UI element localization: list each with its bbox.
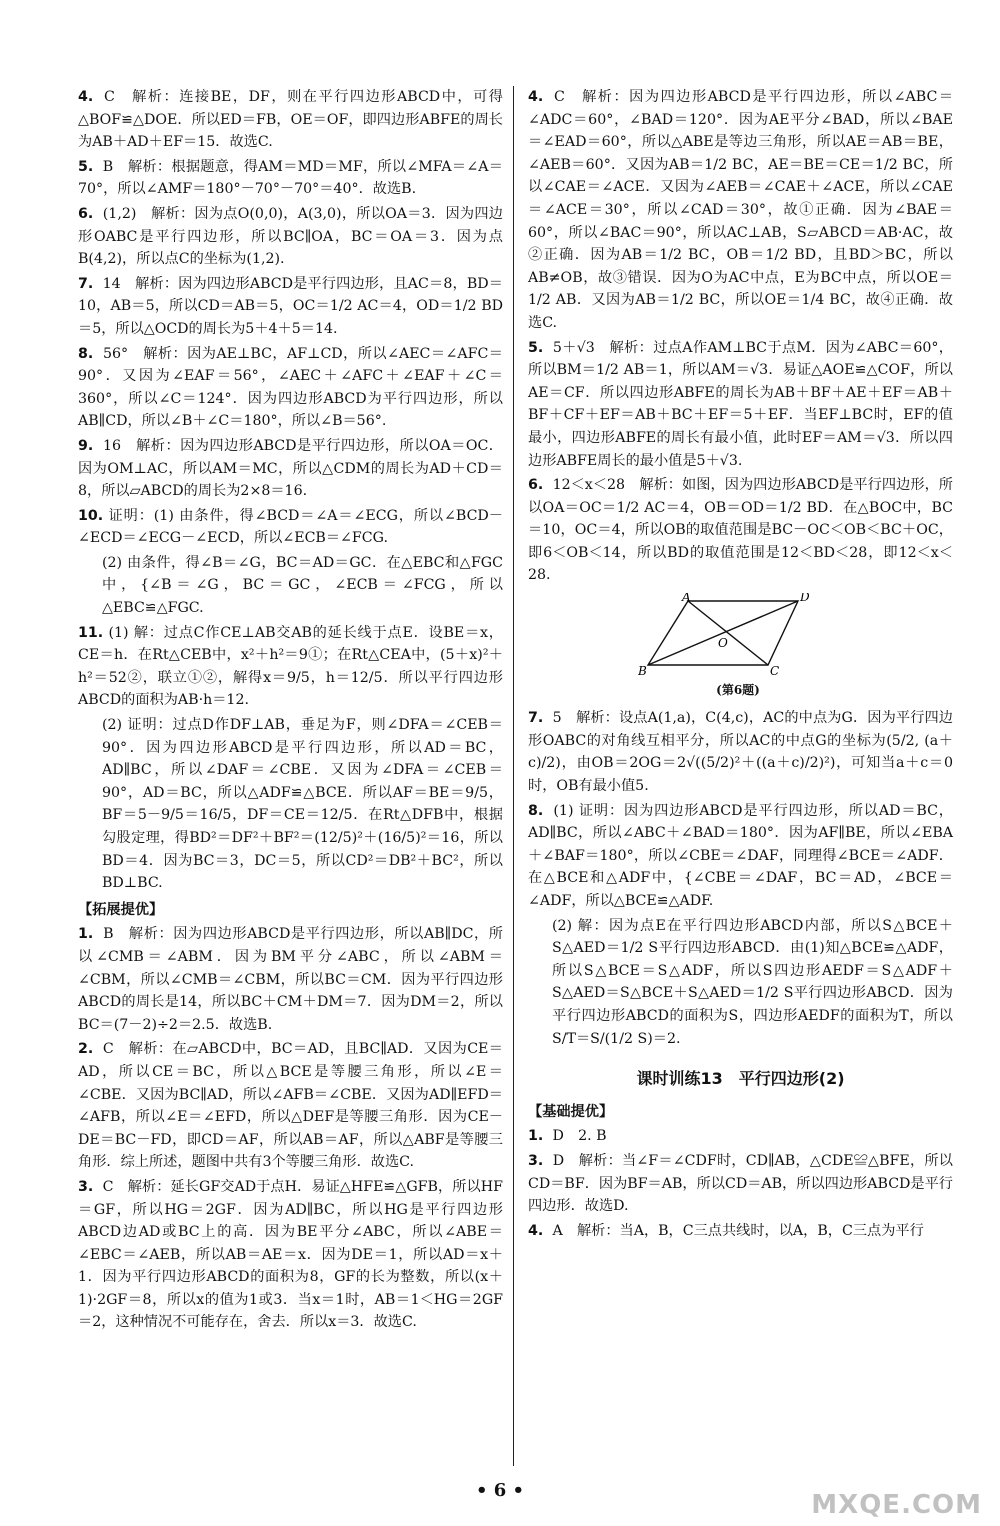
label-a: A — [682, 593, 691, 605]
answer-item — [528, 915, 953, 1051]
lesson-title: 课时训练13 平行四边形(2) — [636, 1069, 845, 1089]
answer-item — [78, 343, 503, 433]
label-c: C — [770, 664, 780, 676]
answer-item — [528, 1125, 953, 1148]
page-number: • 6 • — [475, 1480, 525, 1501]
item-text: 56° 解析：因为AE⊥BC，AF⊥CD，所以∠AEC＝∠AFC＝90°．又因为∠EAF＝56°，∠AEC＋∠AFC＋∠EAF＋∠C＝360°，所以∠C＝124°．因为四边形ABCD为平行四边形，所以AB∥CD，所以∠B＋∠C＝180°，所以∠B＝56°. — [78, 345, 503, 430]
item-number: 7. — [528, 710, 544, 727]
answer-item — [78, 1038, 503, 1174]
answer-item — [78, 622, 503, 712]
answer-item — [528, 1220, 953, 1243]
item-number: 11. — [78, 624, 104, 641]
section-heading-extend: 【拓展提优】 — [78, 901, 164, 918]
answer-item — [78, 86, 503, 154]
label-b: B — [638, 664, 647, 676]
item-text: C 解析：在▱ABCD中，BC＝AD，且BC∥AD．又因为CE＝AD，所以CE＝BC，所以△BCE是等腰三角形，所以∠E＝∠CBE．又因为BC∥AD，所以∠AFB＝∠CBE．又因为AD∥EFD＝∠AFB，所以∠E＝∠EFD，所以△DEF是等腰三角形．因为CE－DE＝BC－FD，即CD＝AF，所以AB＝AF，所以△ABF是等腰三角形．综上所述，题图中共有3个等腰三角形．故选C. — [78, 1041, 503, 1171]
item-text: D 2. B — [552, 1128, 607, 1145]
column-divider — [513, 86, 514, 1466]
item-number: 8. — [528, 802, 544, 819]
figure-caption: (第6题) — [716, 682, 760, 697]
item-text: 证明：(1) 由条件，得∠BCD＝∠A＝∠ECG，所以∠BCD－∠ECD＝∠ECG－∠ECD，所以∠ECB＝∠FCG. — [78, 507, 503, 547]
item-text: C 解析：连接BE，DF，则在平行四边形ABCD中，可得△BOF≌△DOE．所以ED＝FB，OE＝OF，即四边形ABFE的周长为AB＋AD＋EF＝15．故选C. — [78, 89, 503, 151]
answer-item — [78, 156, 503, 201]
item-number: 6. — [78, 205, 94, 222]
answer-item — [78, 714, 503, 895]
watermark-logo: MXQE.COM — [811, 1490, 982, 1520]
item-text: 5 解析：设点A(1,a)，C(4,c)，AC的中点为G．因为平行四边形OABC的对角线互相平分，所以AC的中点G的坐标为(5/2, (a＋c)/2)，由OB＝2OG＝2√((5/2)²＋((a＋c)/2)²)，可知当a＋c＝0时，OB有最小值5. — [528, 710, 953, 795]
item-text: (2) 证明：过点D作DF⊥AB，垂足为F，则∠DFA＝∠CEB＝90°．因为四边形ABCD是平行四边形，所以AD＝BC，AD∥BC，所以∠DAF＝∠CBE．又因为∠DFA＝∠CEB＝90°，AD＝BC，所以△ADF≌△BCE．所以AF＝BE＝9/5，BF＝5－9/5＝16/5，DF＝CE＝12/5．在Rt△DFB中，根据勾股定理，得BD²＝DF²＋BF²＝(12/5)²＋(16/5)²＝16，所以BD＝4．因为BC＝3，DC＝5，所以CD²＝DB²＋BC²，所以BD⊥BC. — [102, 717, 503, 892]
item-text: C 解析：延长GF交AD于点H．易证△HFE≌△GFB，所以HF＝GF，所以HG＝2GF．因为AD∥BC，所以HG是平行四边形ABCD边AD或BC上的高．因为BE平分∠ABC，所以∠ABE＝∠EBC＝∠AEB，所以AB＝AE＝x．因为DE＝1，所以AD＝x＋1．因为平行四边形ABCD的面积为8，GF的长为整数，所以(x＋1)·2GF＝8，所以x的值为1或3．当x＝1时，AB＝1＜HG＝2GF＝2，这种情况不可能存在，舍去．所以x＝3．故选C. — [78, 1178, 503, 1331]
item-number: 3. — [78, 1178, 94, 1195]
label-d: D — [800, 593, 810, 605]
item-text: D 解析：当∠F＝∠CDF时，CD∥AB，△CDE≌△BFE，所以CD＝BF．因为BF＝AB，所以CD＝AB，所以四边形ABCD是平行四边形．故选D. — [528, 1152, 953, 1215]
item-text: A 解析：当A，B，C三点共线时，以A，B，C三点为平行 — [552, 1222, 924, 1239]
item-number: 8. — [78, 345, 94, 362]
item-text: (2) 由条件，得∠B＝∠G，BC＝AD＝GC．在△EBC和△FGC中，{∠B＝∠G，BC＝GC，∠ECB＝∠FCG，所以△EBC≌△FGC. — [102, 554, 503, 617]
item-number: 3. — [528, 1152, 544, 1169]
answer-item — [528, 337, 953, 473]
answer-item — [78, 203, 503, 271]
item-number: 5. — [78, 158, 94, 175]
answer-item — [78, 505, 503, 550]
item-text: 5＋√3 解析：过点A作AM⊥BC于点M．因为∠ABC＝60°，所以BM＝1/2 AB＝1，所以AM＝√3．易证△AOE≌△COF，所以AE＝CF．所以四边形ABFE的周长为AB＋BF＋AE＋EF＝AB＋BF＋CF＋EF＝AB＋BC＋EF＝5＋EF．当EF⊥BC时，EF的值最小，四边形ABFE的周长有最小值，此时EF＝AM＝√3．所以四边形ABFE周长的最小值是5＋√3. — [528, 339, 953, 469]
item-number: 4. — [528, 1222, 544, 1239]
item-number: 7. — [78, 275, 94, 292]
item-text: B 解析：根据题意，得AM＝MD＝MF，所以∠MFA＝∠A＝70°，所以∠AMF＝180°－70°－70°＝40°．故选B. — [78, 158, 503, 198]
right-column — [528, 86, 953, 1244]
item-text: B 解析：因为四边形ABCD是平行四边形，所以AB∥DC，所以∠CMB＝∠ABM．因为BM平分∠ABC，所以∠ABM＝∠CBM，所以∠CMB＝∠CBM，所以BC＝CM．因为平行四边形ABCD的周长是14，所以BC＋CM＋DM＝7．因为DM＝2，所以BC＝(7－2)÷2＝2.5．故选B. — [78, 926, 503, 1033]
figure-q6 — [638, 593, 838, 701]
item-text: (1) 解：过点C作CE⊥AB交AB的延长线于点E．设BE＝x，CE＝h．在Rt△CEB中，x²＋h²＝9①；在Rt△CEA中，(5＋x)²＋h²＝52②，联立①②，解得x＝9/5，h＝12/5．所以平行四边形ABCD的面积为AB·h＝12. — [78, 624, 503, 709]
answer-item — [78, 552, 503, 620]
item-number: 10. — [78, 507, 104, 524]
item-text: (1) 证明：因为四边形ABCD是平行四边形，所以AD＝BC，AD∥BC，所以∠ABC＋∠BAD＝180°．因为AF∥BE，所以∠EBA＋∠BAF＝180°，所以∠CBE＝∠DAF，同理得∠BCE＝∠ADF．在△BCE和△ADF中，{∠CBE＝∠DAF，BC＝AD，∠BCE＝∠ADF，所以△BCE≌△ADF. — [528, 802, 953, 909]
answer-item — [78, 273, 503, 341]
item-text: 16 解析：因为四边形ABCD是平行四边形，所以OA＝OC．因为OM⊥AC，所以AM＝MC，所以△CDM的周长为AD＋CD＝8，所以▱ABCD的周长为2×8＝16. — [78, 437, 503, 500]
answer-item — [528, 800, 953, 913]
item-number: 4. — [78, 89, 94, 105]
answer-item — [78, 1176, 503, 1334]
item-number: 1. — [528, 1128, 544, 1145]
answer-item — [528, 1150, 953, 1218]
parallelogram-diagram — [638, 593, 838, 675]
answer-item — [528, 707, 953, 797]
section-heading-basic: 【基础提优】 — [528, 1103, 614, 1120]
item-number: 6. — [528, 477, 544, 494]
label-o: O — [718, 636, 728, 651]
item-text: 14 解析：因为四边形ABCD是平行四边形，且AC＝8，BD＝10，AB＝5，所以CD＝AB＝5，OC＝1/2 AC＝4，OD＝1/2 BD＝5，所以△OCD的周长为5＋4＋5＝14. — [78, 275, 503, 337]
item-text: (1,2) 解析：因为点O(0,0)，A(3,0)，所以OA＝3．因为四边形OABC是平行四边形，所以BC∥OA，BC＝OA＝3．因为点B(4,2)，所以点C的坐标为(1,2). — [78, 205, 503, 268]
item-number: 5. — [528, 339, 544, 356]
item-text: (2) 解：因为点E在平行四边形ABCD内部，所以S△BCE＋S△AED＝1/2 S平行四边形ABCD．由(1)知△BCE≌△ADF，所以S△BCE＝S△ADF，所以S四边形AEDF＝S△ADF＋S△AED＝S△BCE＋S△AED＝1/2 S平行四边形ABCD．因为平行四边形ABCD的面积为S，四边形AEDF的面积为T，所以S/T＝S/(1/2 S)＝2. — [552, 917, 953, 1047]
item-number: 2. — [78, 1041, 94, 1058]
item-number: 1. — [78, 926, 94, 943]
answer-item — [528, 86, 953, 335]
item-number: 9. — [78, 437, 94, 454]
answer-item — [78, 435, 503, 503]
answer-item — [528, 474, 953, 587]
item-number: 4. — [528, 89, 544, 105]
item-text: C 解析：因为四边形ABCD是平行四边形，所以∠ABC＝∠ADC＝60°，∠BAD＝120°．因为AE平分∠BAD，所以∠BAE＝∠EAD＝60°，所以△ABE是等边三角形，所以AE＝AB＝BE，∠AEB＝60°．又因为AB＝1/2 BC，AE＝BE＝CE＝1/2 BC，所以∠CAE＝∠ACE．又因为∠AEB＝∠CAE＋∠ACE，所以∠CAE＝∠ACE＝30°，所以∠CAD＝30°，故①正确．因为∠BAE＝60°，所以∠BAC＝90°，所以AC⊥AB，S▱ABCD＝AB·AC，故②正确．因为AB＝1/2 BC，OB＝1/2 BD，且BD＞BC，所以AB≠OB，故③错误．因为O为AC中点，E为BC中点，所以OE＝1/2 AB．又因为AB＝1/2 BC，所以OE＝1/4 BC，故④正确．故选C. — [528, 89, 954, 331]
left-column — [78, 86, 503, 1336]
answer-item — [78, 923, 503, 1036]
item-text: 12＜x＜28 解析：如图，因为四边形ABCD是平行四边形，所以OA＝OC＝1/2 AC＝4，OB＝OD＝1/2 BD．在△BOC中，BC＝10，OC＝4，所以OB的取值范围是BC－OC＜OB＜BC＋OC，即6＜OB＜14，所以BD的取值范围是12＜BD＜28，即12＜x＜28. — [528, 477, 953, 584]
